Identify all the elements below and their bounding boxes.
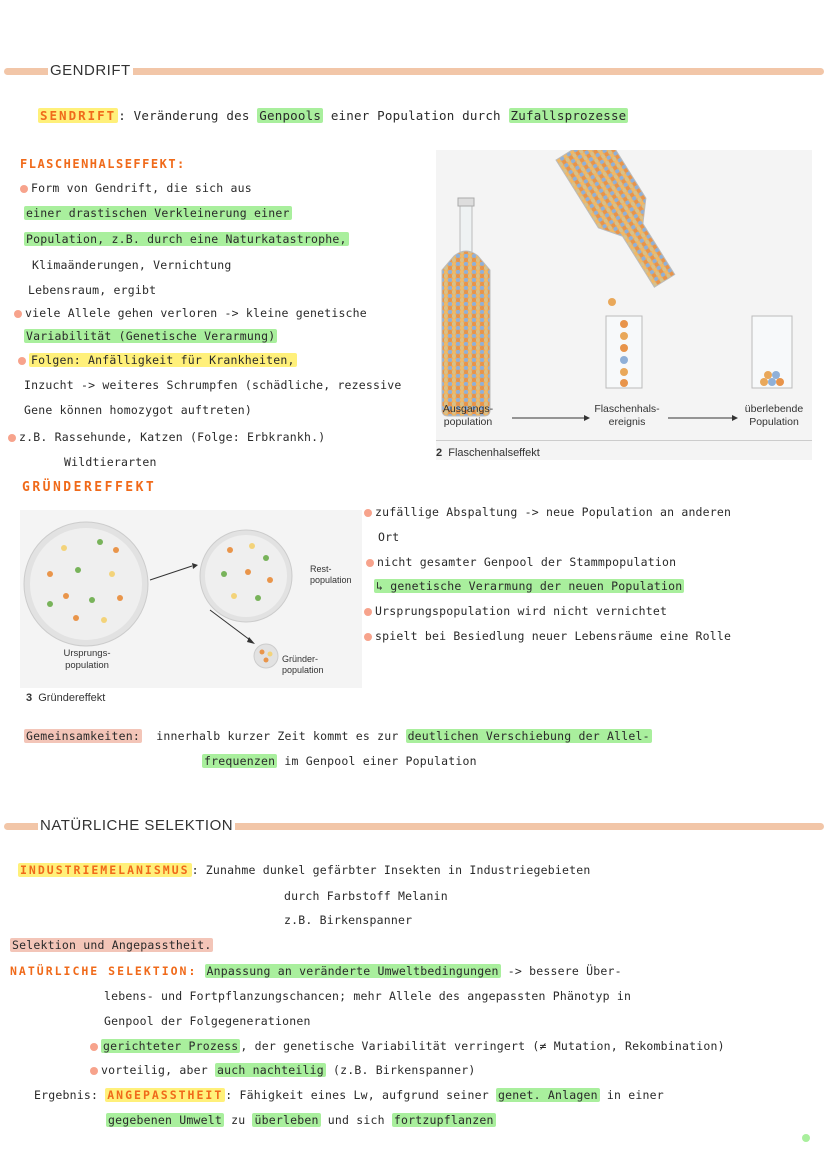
gemeinsam-line-1: Gemeinsamkeiten: innerhalb kurzer Zeit kommt es zur deutlichen Verschiebung der Allel- xyxy=(26,729,650,743)
gendrift-text-b: Genpools xyxy=(259,108,322,123)
section-title-selektion: NATÜRLICHE SELEKTION xyxy=(40,817,234,834)
gruender-line-0: zufällige Abspaltung -> neue Population an anderen xyxy=(364,507,731,519)
ergebnis-line-2: gegebenen Umwelt zu überleben und sich fortzupflanzen xyxy=(108,1113,494,1127)
bullet-icon xyxy=(364,608,372,616)
selektion-line-1: NATÜRLICHE SELEKTION: Anpassung an veränderte Umweltbedingungen -> bessere Über- xyxy=(10,964,622,978)
bullet-icon xyxy=(364,509,372,517)
ergebnis-line-1: Ergebnis: ANGEPASSTHEIT : Fähigkeit eines Lw, aufgrund seiner genet. Anlagen in einer xyxy=(34,1088,664,1102)
industrie-title: INDUSTRIEMELANISMUS xyxy=(20,863,190,877)
selektion-bullet-2: vorteilig, aber auch nachteilig (z.B. Birkenspanner) xyxy=(90,1065,475,1077)
selektion-bullet-1: gerichteter Prozess , der genetische Variabilität verringert (≠ Mutation, Rekombination) xyxy=(90,1041,725,1053)
fig3-caption: 3 Gründereffekt xyxy=(26,692,106,704)
gendrift-text-a: : Veränderung des xyxy=(118,108,258,123)
bullet-icon xyxy=(18,357,26,365)
bullet-icon xyxy=(8,434,16,442)
gruender-line-2: nicht gesamter Genpool der Stammpopulation xyxy=(366,557,676,569)
gemeinsam-line-2: frequenzen im Genpool einer Population xyxy=(204,754,477,768)
gruender-line-3: ↳ genetische Verarmung der neuen Population xyxy=(376,579,683,593)
gruender-line-4: Ursprungspopulation wird nicht vernichtet xyxy=(364,606,667,618)
flaschenhals-line-11: Wildtierarten xyxy=(64,455,157,469)
gruender-title: GRÜNDEREFFEKT xyxy=(22,480,157,495)
selektion-line-3: Genpool der Folgegenerationen xyxy=(104,1014,311,1028)
gendrift-text-d: Zufallsprozesse xyxy=(510,108,627,123)
fig2-divider xyxy=(436,440,812,441)
industrie-line-0: INDUSTRIEMELANISMUS : Zunahme dunkel gefärbter Insekten in Industriegebieten xyxy=(20,863,591,877)
flaschenhals-line-2: Population, z.B. durch eine Naturkatastrophe, xyxy=(26,232,347,246)
flaschenhals-line-6: Variabilität (Genetische Verarmung) xyxy=(26,329,276,343)
flaschenhals-line-5: viele Allele gehen verloren -> kleine genetische xyxy=(14,308,367,320)
flaschenhals-line-0: Form von Gendrift, die sich aus xyxy=(20,183,252,195)
bullet-icon xyxy=(90,1043,98,1051)
fig3-label-2: Gründer- population xyxy=(282,654,324,676)
selektion-subheading: Selektion und Angepasstheit. xyxy=(12,938,212,952)
selektion-line-2: lebens- und Fortpflanzungschancen; mehr Allele des angepassten Phänotyp in xyxy=(104,989,632,1003)
bullet-icon xyxy=(364,633,372,641)
flaschenhals-title: FLASCHENHALSEFFEKT: xyxy=(20,157,186,171)
bullet-icon xyxy=(90,1067,98,1075)
ergebnis-term: ANGEPASSTHEIT xyxy=(107,1088,224,1102)
gendrift-term: SENDRIFT xyxy=(40,108,117,123)
fig2-label-2: überlebende Population xyxy=(744,403,804,429)
flaschenhals-line-8: Inzucht -> weiteres Schrumpfen (schädliche, rezessive xyxy=(24,378,402,392)
figure-flaschenhalseffekt xyxy=(436,150,812,460)
bullet-icon xyxy=(20,185,28,193)
industrie-line-2: z.B. Birkenspanner xyxy=(284,913,413,927)
flaschenhals-line-9: Gene können homozygot auftreten) xyxy=(24,403,252,417)
gendrift-text-c: einer Population durch xyxy=(323,108,509,123)
fig2-caption: 2 Flaschenhalseffekt xyxy=(436,447,540,459)
gruender-line-1: Ort xyxy=(378,530,400,544)
industrie-line-1: durch Farbstoff Melanin xyxy=(284,889,448,903)
section-title-gendrift: GENDRIFT xyxy=(50,62,131,79)
gruender-line-5: spielt bei Besiedlung neuer Lebensräume eine Rolle xyxy=(364,631,731,643)
flaschenhals-line-4: Lebensraum, ergibt xyxy=(28,283,157,297)
page-dot-icon xyxy=(802,1134,810,1142)
fig2-label-0: Ausgangs- population xyxy=(442,403,494,429)
fig3-label-1: Rest- population xyxy=(310,564,352,586)
gemeinsam-label: Gemeinsamkeiten: xyxy=(26,729,140,743)
flaschenhals-line-7: Folgen: Anfälligkeit für Krankheiten, xyxy=(18,355,297,367)
flaschenhals-line-3: Klimaänderungen, Vernichtung xyxy=(32,258,232,272)
bullet-icon xyxy=(366,559,374,567)
figure-gruendereffekt xyxy=(20,510,362,688)
gendrift-definition xyxy=(38,110,628,123)
flaschenhals-line-1: einer drastischen Verkleinerung einer xyxy=(26,206,290,220)
bullet-icon xyxy=(14,310,22,318)
fig2-label-1: Flaschenhals- ereignis xyxy=(594,403,660,429)
selektion-term: NATÜRLICHE SELEKTION: xyxy=(10,964,198,978)
fig3-label-0: Ursprungs- population xyxy=(63,648,111,671)
flaschenhals-line-10: z.B. Rassehunde, Katzen (Folge: Erbkrankh.) xyxy=(8,432,325,444)
